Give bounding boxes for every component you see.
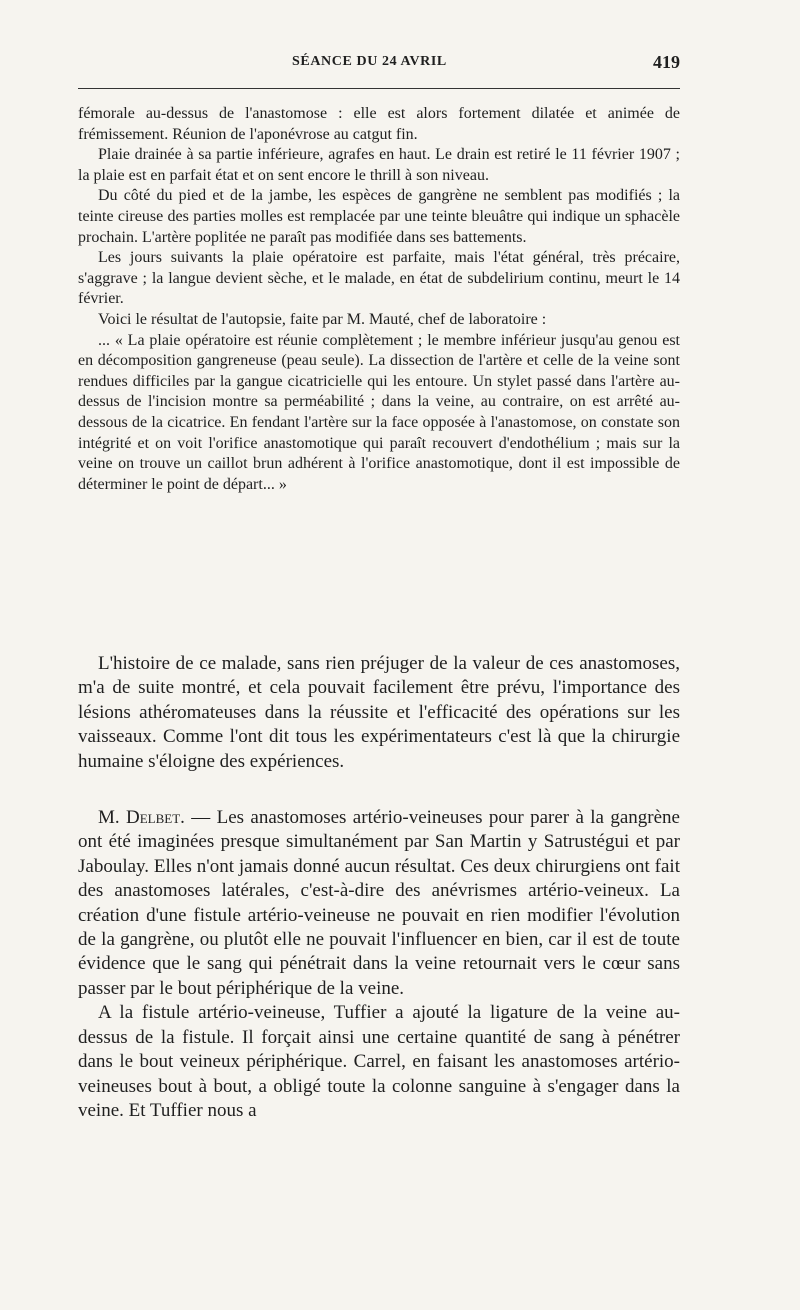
running-head: SÉANCE DU 24 AVRIL xyxy=(292,54,447,69)
delbet-paragraph xyxy=(78,806,680,1001)
observation-paragraph: Du côté du pied et de la jambe, les espèces de gangrène ne semblent pas modifiés ; la teinte cireuse des parties molles est remplacée par une teinte bleuâtre qui indique un sphacèle prochain. L'artère poplitée ne paraît pas modifiée dans ses battements. xyxy=(78,187,680,246)
book-page xyxy=(78,0,680,1310)
autopsy-quote: ... « La plaie opératoire est réunie complètement ; le membre inférieur jusqu'au genou est en décomposition gangreneuse (peau seule). La dissection de l'artère et celle de la veine sont rendues difficiles par la gangue cicatricielle qui les entoure. Un stylet passé dans l'artère au-dessus de l'incision montre sa perméabilité ; dans la veine, au contraire, on est arrêté au-dessous de la cicatrice. En fendant l'artère sur la face opposée à l'anastomose, on constate son intégrité et on voit l'orifice anastomotique qui paraît recouvert d'endothélium ; mais sur la veine on trouve un caillot brun adhérent à l'orifice anastomotique, dont il est impossible de déterminer le point de départ... » xyxy=(78,331,680,493)
page-number: 419 xyxy=(653,52,680,72)
case-observation xyxy=(78,104,680,495)
discussion-text xyxy=(78,652,680,1123)
observation-paragraph: fémorale au-dessus de l'anastomose : elle est alors fortement dilatée et animée de frémissement. Réunion de l'aponévrose au catgut fin. xyxy=(78,105,680,143)
tuffier-carrel-paragraph: A la fistule artério-veineuse, Tuffier a ajouté la ligature de la veine au-dessus de la fistule. Il forçait ainsi une certaine quantité de sang à pénétrer dans le bout veineux périphérique. Carrel, en faisant les anastomoses artério-veineuses bout à bout, a obligé toute la colonne sanguine à s'engager dans la veine. Et Tuffier nous a xyxy=(78,1002,680,1121)
observation-paragraph: Plaie drainée à sa partie inférieure, agrafes en haut. Le drain est retiré le 11 février 1907 ; la plaie est en parfait état et on sent encore le thrill à son niveau. xyxy=(78,146,680,184)
conclusion-paragraph: L'histoire de ce malade, sans rien préjuger de la valeur de ces anastomoses, m'a de suite montré, et cela pouvait facilement être prévu, l'importance des lésions athéromateuses dans la réussite et l'efficacité des opérations sur les vaisseaux. Comme l'ont dit tous les expérimentateurs c'est là que la chirurgie humaine s'éloigne des expériences. xyxy=(78,653,680,772)
observation-paragraph: Les jours suivants la plaie opératoire est parfaite, mais l'état général, très précaire, s'aggrave ; la langue devient sèche, et le malade, en état de subdelirium continu, meurt le 14 février. xyxy=(78,249,680,308)
observation-paragraph: Voici le résultat de l'autopsie, faite par M. Mauté, chef de laboratoire : xyxy=(98,310,547,328)
header-rule xyxy=(78,88,680,89)
delbet-remarks: — Les anastomoses artério-veineuses pour parer à la gangrène ont été imaginées presque simultanément par San Martin y Satrustégui et par Jaboulay. Elles n'ont jamais donné aucun résultat. Ces deux chirurgiens ont fait des anastomoses latérales, c'est-à-dire des anévrismes artério-veineux. La création d'une fistule artério-veineuse ne pouvait en rien modifier l'évolution de la gangrène, ou plutôt elle ne pouvait l'influencer en bien, car il est de toute évidence que le sang qui pénétrait dans la veine retournait vers le cœur sans passer par le bout périphérique de la veine. xyxy=(78,807,680,999)
speaker-name: M. Delbet. xyxy=(98,807,185,829)
page-header xyxy=(78,54,680,78)
